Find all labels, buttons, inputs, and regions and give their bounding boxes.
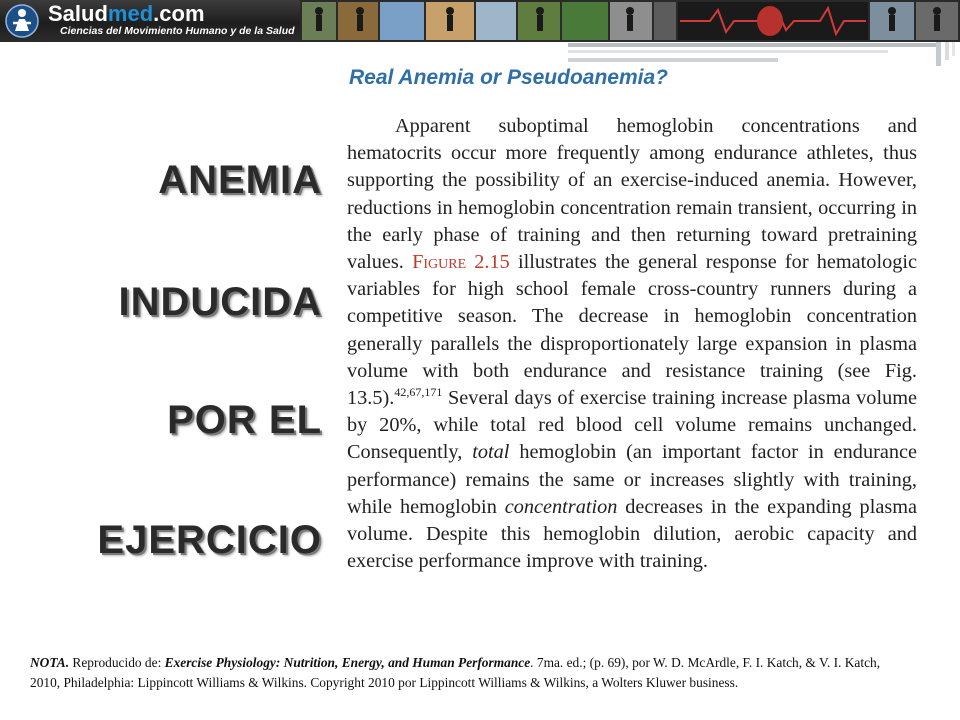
divider-line <box>952 42 955 56</box>
site-tagline: Ciencias del Movimiento Humano y de la Salud <box>60 25 295 37</box>
slide-title-line-1: ANEMIA <box>158 158 322 202</box>
slide-title-line-3: POR EL <box>167 398 322 442</box>
saludmed-logo-icon <box>4 3 40 39</box>
note-book-title: Exercise Physiology: Nutrition, Energy, and Human Performance <box>164 655 531 670</box>
site-brand-name[interactable]: Saludmed.com <box>48 1 205 26</box>
divider-line <box>936 42 941 66</box>
citation-superscript: 42,67,171 <box>394 385 443 400</box>
slide-title-line-2: INDUCIDA <box>118 280 322 324</box>
figure-reference: Figure 2.15 <box>412 251 510 274</box>
excerpt-body: Apparent suboptimal hemoglobin concentrations and hematocrits occur more frequently among endurance athletes, thus supporting the possibility of an exercise-induced anemia. However, reductions in hemoglobin concentration remain transient, occurring in the early phase of training and then returning toward pretraining values. Figure 2.15 illustrates the general response for hematologic variables for high school female cross-country runners during a competitive season. The decrease in hemoglobin concentration generally parallels the disproportionately large expansion in plasma volume with both endurance and resistance training (see Fig. 13.5).$^{42,67,171}$ Several days of exercise training increase plasma volume by 20%, while total red blood cell volume remains unchanged. Consequently, total hemoglobin (an important factor in endurance performance) remains the same or increases slightly with training, while hemoglobin concentration decreases in the expanding plasma volume. Despite this hemoglobin dilution, aerobic capacity and exercise performance improve with training. <box>347 115 917 573</box>
slide-title-line-4: EJERCICIO <box>97 518 322 562</box>
athlete-photo-strip <box>300 0 960 42</box>
source-note: NOTA. Reproducido de: Exercise Physiology: Nutrition, Energy, and Human Performance. 7ma. ed.; (p. 69), por W. D. McArdle, F. I. Katch, & V. I. Katch, 2010, Philadelphia: Lippincott Williams & Wilkins. Copyright 2010 por Lippincott Williams & Wilkins, a Wolters Kluwer business. <box>30 655 881 690</box>
site-banner <box>0 0 960 42</box>
divider-line <box>568 50 888 53</box>
divider-line <box>568 58 778 62</box>
note-label: NOTA. <box>30 655 70 670</box>
divider-line <box>568 43 938 47</box>
excerpt-heading: Real Anemia or Pseudoanemia? <box>349 66 668 89</box>
divider-line <box>945 42 949 60</box>
